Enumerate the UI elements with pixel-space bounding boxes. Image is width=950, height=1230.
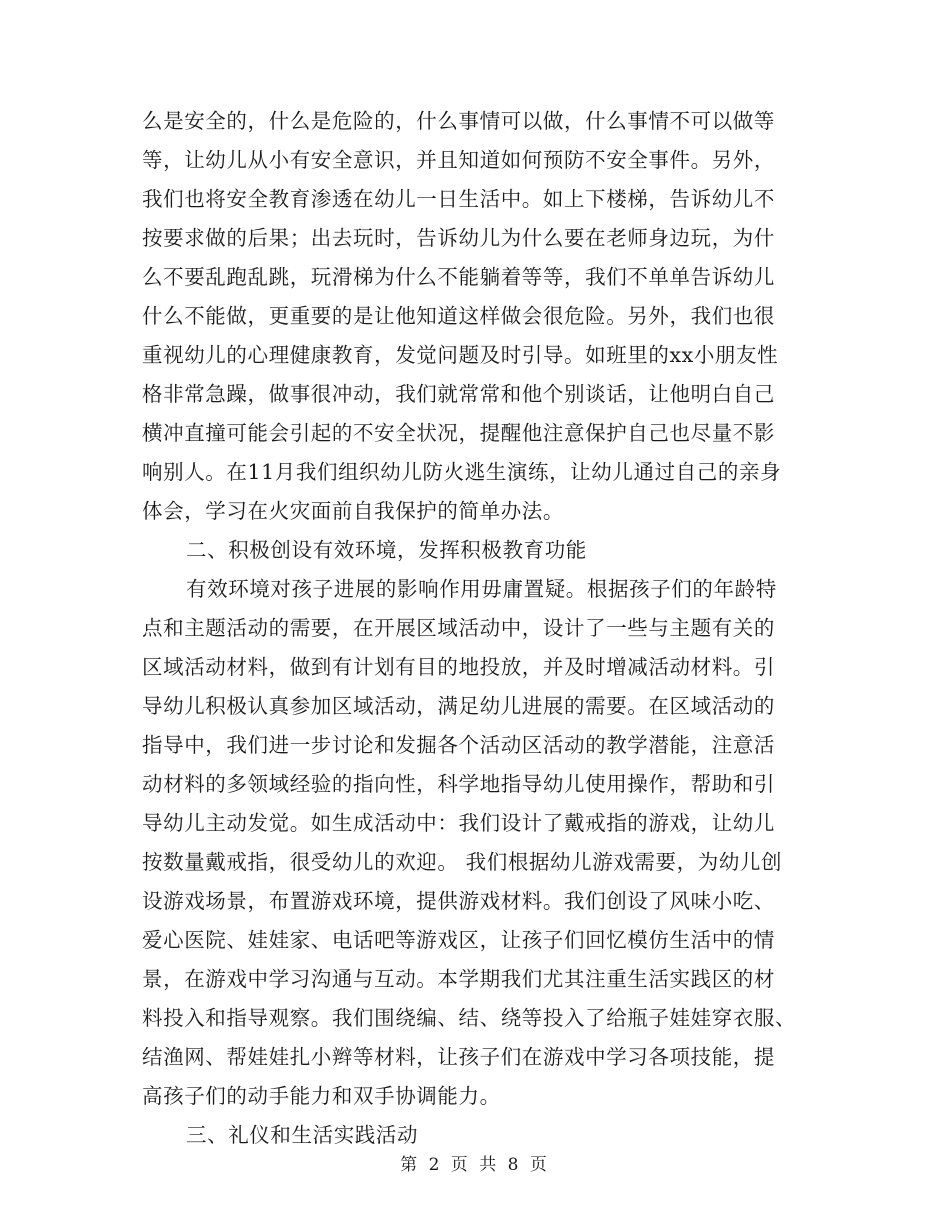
section-heading: 三、礼仪和生活实践活动 (186, 1123, 419, 1147)
text-line: 料投入和指导观察。我们围绕编、结、绕等投入了给瓶子娃娃穿衣服、 (142, 1006, 797, 1030)
text-line: 我们也将安全教育渗透在幼儿一日生活中。如上下楼梯，告诉幼儿不 (142, 187, 775, 211)
text-line: 按数量戴戒指，很受幼儿的欢迎。 我们根据幼儿游戏需要，为幼儿创 (142, 850, 783, 874)
text-line: 体会，学习在火灾面前自我保护的简单办法。 (142, 499, 564, 523)
text-line: 指导中，我们进一步讨论和发掘各个活动区活动的教学潜能，注意活 (142, 733, 775, 757)
text-line: 设游戏场景，布置游戏环境，提供游戏材料。我们创设了风味小吃、 (142, 889, 775, 913)
text-line: 格非常急躁，做事很冲动，我们就常常和他个别谈话，让他明白自己 (142, 382, 775, 406)
text-line: 结渔网、帮娃娃扎小辫等材料，让孩子们在游戏中学习各项技能，提 (142, 1045, 775, 1069)
text-line: 按要求做的后果；出去玩时，告诉幼儿为什么要在老师身边玩，为什 (142, 226, 775, 250)
text-line: 么不要乱跑乱跳，玩滑梯为什么不能躺着等等，我们不单单告诉幼儿 (142, 265, 775, 289)
page-number-footer: 第 2 页 共 8 页 (400, 1155, 550, 1175)
text-line: 等，让幼儿从小有安全意识，并且知道如何预防不安全事件。另外， (142, 148, 775, 172)
text-line: 有效环境对孩子进展的影响作用毋庸置疑。根据孩子们的年龄特 (186, 577, 777, 601)
text-line: 响别人。在11月我们组织幼儿防火逃生演练，让幼儿通过自己的亲身 (142, 460, 782, 484)
text-line: 重视幼儿的心理健康教育，发觉问题及时引导。如班里的xx小朋友性 (142, 343, 779, 367)
text-line: 高孩子们的动手能力和双手协调能力。 (142, 1084, 501, 1108)
text-line: 爱心医院、娃娃家、电话吧等游戏区，让孩子们回忆模仿生活中的情 (142, 928, 775, 952)
text-line: 动材料的多领域经验的指向性，科学地指导幼儿使用操作，帮助和引 (142, 772, 775, 796)
text-line: 区域活动材料，做到有计划有目的地投放，并及时增减活动材料。引 (142, 655, 775, 679)
text-line: 导幼儿主动发觉。如生成活动中：我们设计了戴戒指的游戏，让幼儿 (142, 811, 775, 835)
text-line: 么是安全的，什么是危险的，什么事情可以做，什么事情不可以做等 (142, 109, 775, 133)
text-line: 导幼儿积极认真参加区域活动，满足幼儿进展的需要。在区域活动的 (142, 694, 775, 718)
text-line: 横冲直撞可能会引起的不安全状况，提醒他注意保护自己也尽量不影 (142, 421, 775, 445)
text-line: 景，在游戏中学习沟通与互动。本学期我们尤其注重生活实践区的材 (142, 967, 775, 991)
text-line: 点和主题活动的需要，在开展区域活动中，设计了一些与主题有关的 (142, 616, 775, 640)
text-line: 什么不能做，更重要的是让他知道这样做会很危险。另外，我们也很 (142, 304, 775, 328)
section-heading: 二、积极创设有效环境，发挥积极教育功能 (186, 538, 587, 562)
